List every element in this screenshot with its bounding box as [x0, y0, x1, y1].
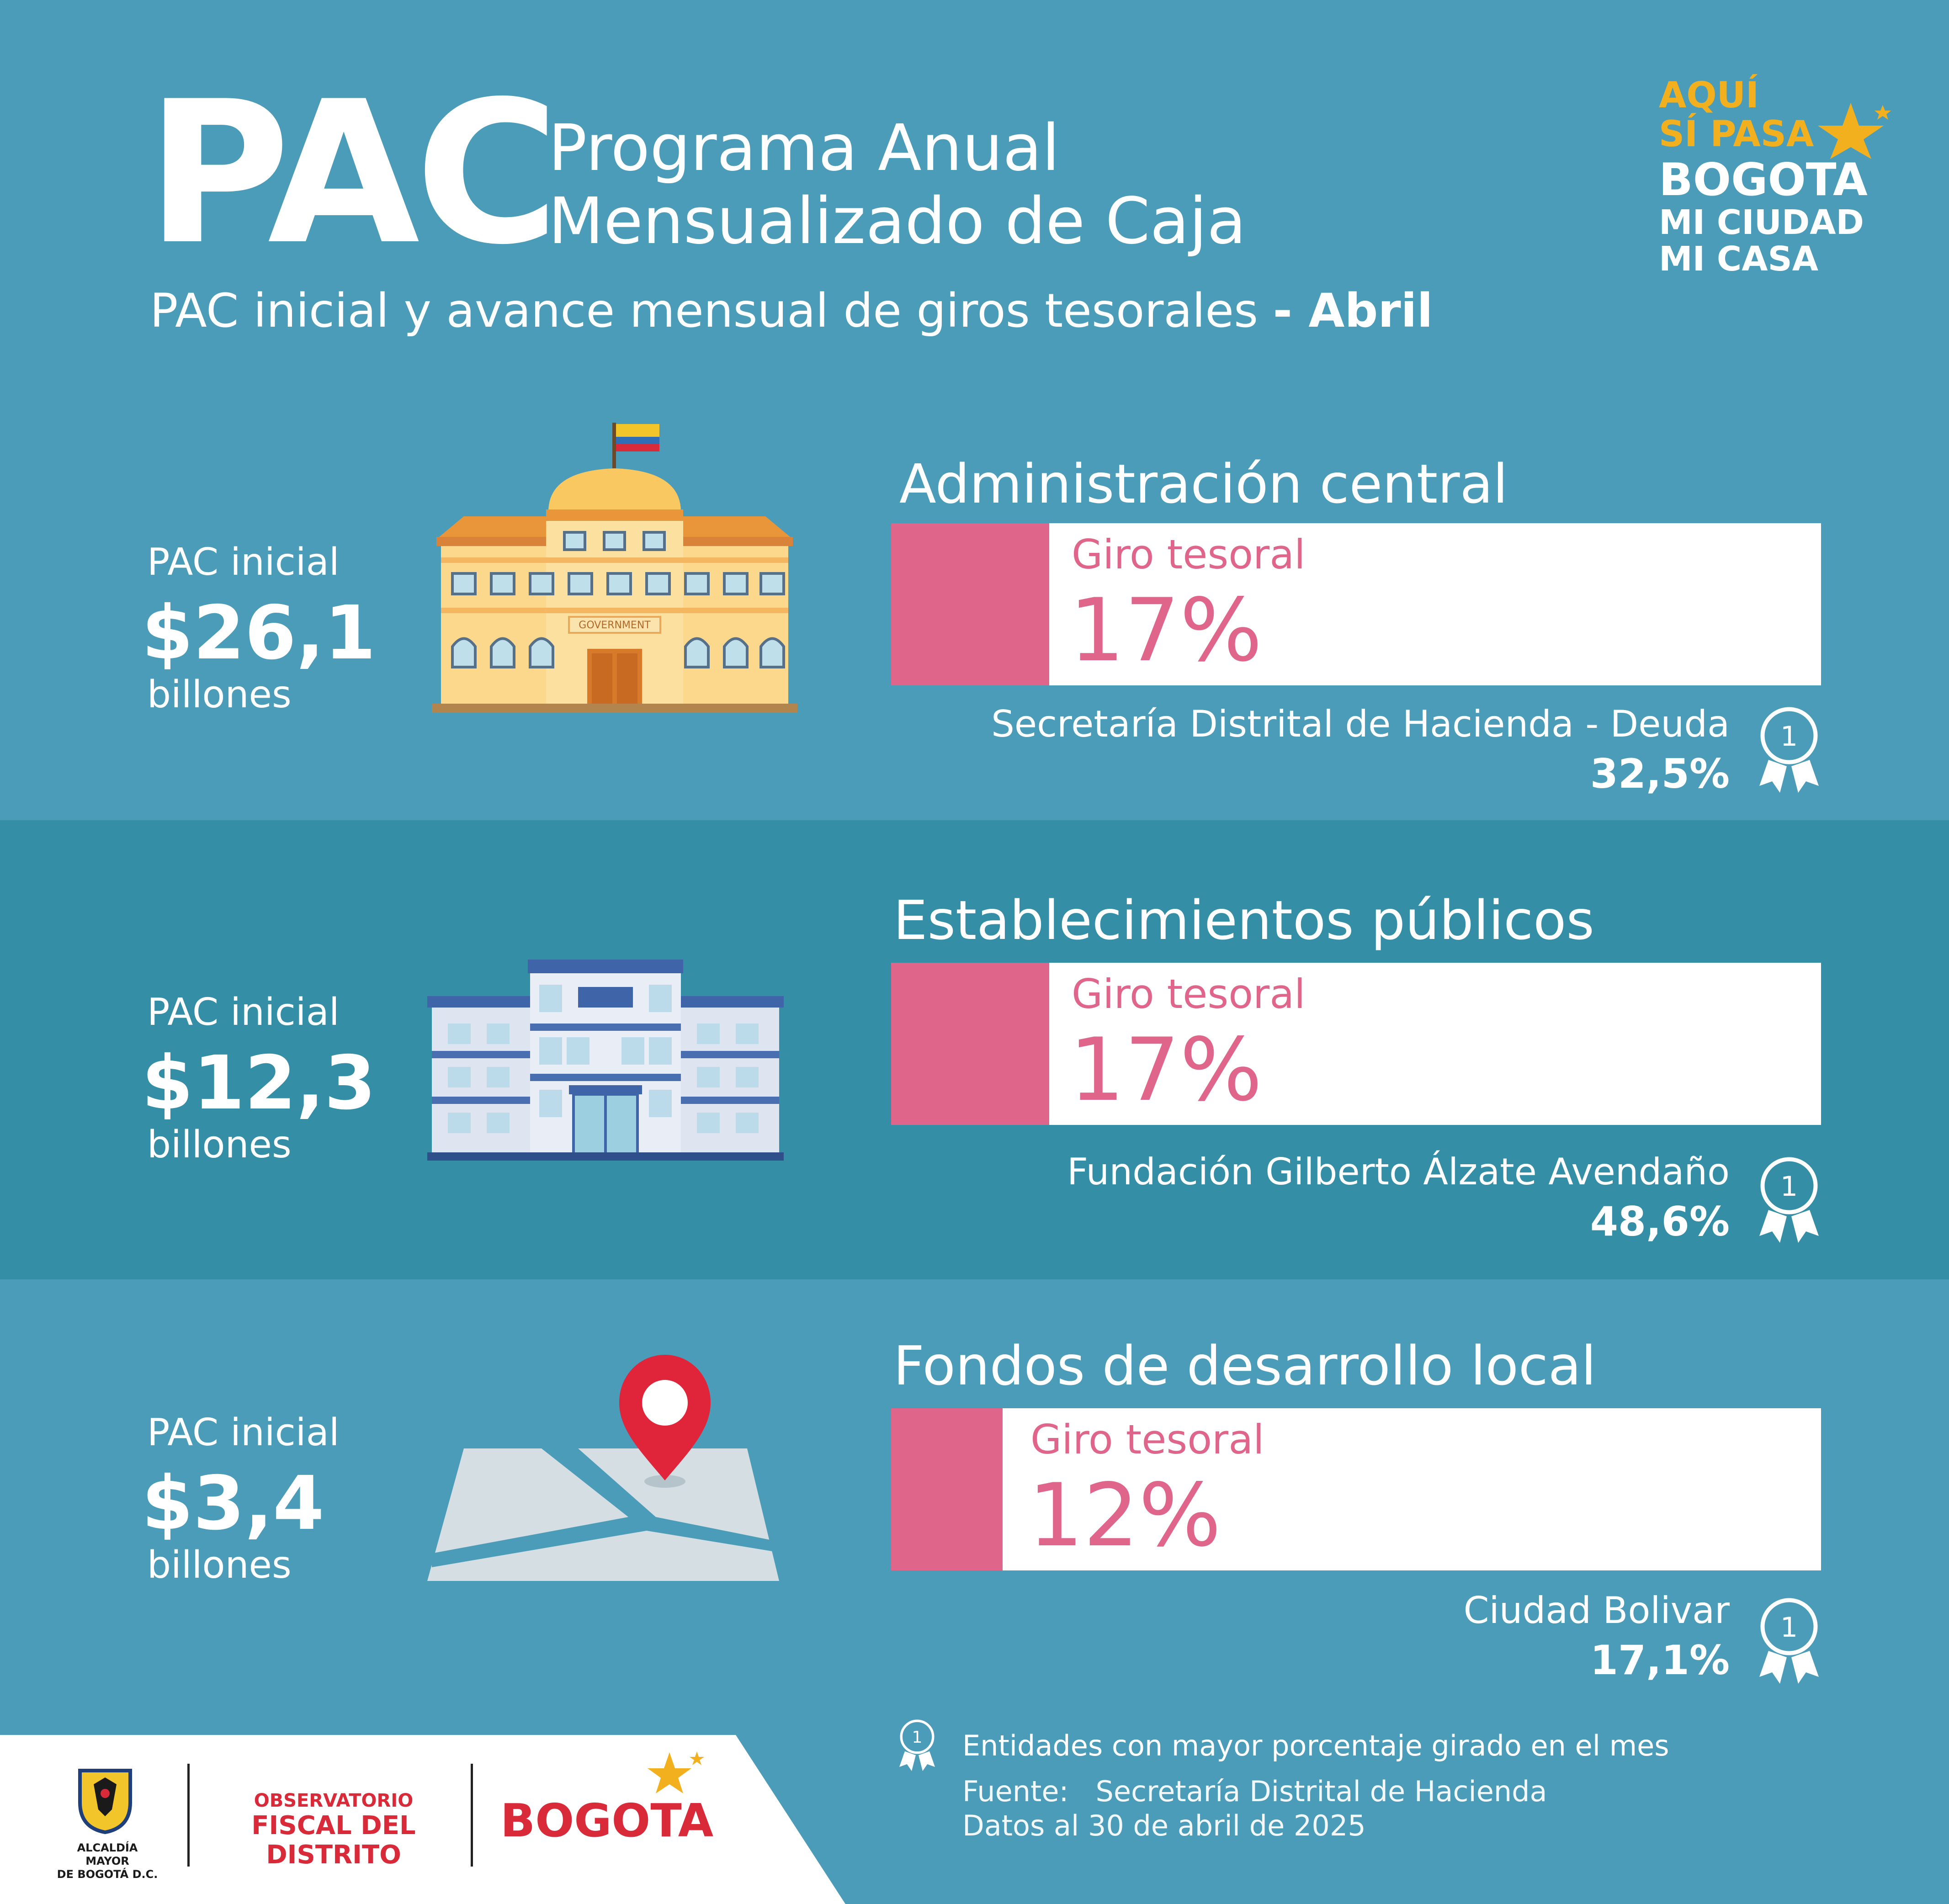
logo-line5: MI CASA	[1659, 239, 1819, 279]
legend-text: Entidades con mayor porcentaje girado en el mes	[962, 1729, 1669, 1762]
section-title: Fondos de desarrollo local	[893, 1334, 1596, 1397]
giro-tesoral-bar	[891, 523, 1821, 685]
giro-percentage: 17%	[1069, 1019, 1263, 1120]
top-entity-percentage: 32,5%	[1590, 750, 1730, 797]
alcaldia-coat-of-arms-icon	[75, 1766, 135, 1835]
star-icon	[1810, 101, 1892, 160]
government-building-icon	[432, 420, 797, 713]
pac-initial-unit: billones	[147, 1543, 292, 1587]
pac-initial-label: PAC inicial	[147, 991, 340, 1034]
section-title: Administración central	[899, 452, 1508, 515]
logo-line3: BOGOTA	[1659, 154, 1868, 206]
svg-text:1: 1	[912, 1728, 923, 1747]
page-title-line2: Mensualizado de Caja	[548, 184, 1246, 259]
giro-tesoral-bar	[891, 1408, 1821, 1570]
top-entity-name: Fundación Gilberto Álzate Avendaño	[1067, 1151, 1730, 1193]
svg-text:1: 1	[1780, 1171, 1798, 1203]
top-entity-name: Secretaría Distrital de Hacienda - Deuda	[991, 703, 1730, 745]
source-label: Fuente:	[962, 1775, 1069, 1808]
giro-bar-fill	[891, 523, 1049, 685]
logo-line1: AQUÍ	[1659, 75, 1759, 116]
giro-tesoral-bar	[891, 963, 1821, 1125]
svg-text:1: 1	[1780, 721, 1798, 753]
page-acronym: PAC	[146, 59, 555, 288]
ribbon-badge-icon	[1755, 1156, 1823, 1247]
alcaldia-line1: ALCALDÍA MAYOR	[77, 1841, 138, 1867]
source-line	[962, 1777, 1547, 1806]
svg-text:1: 1	[1780, 1612, 1798, 1644]
date-note: Datos al 30 de abril de 2025	[962, 1809, 1366, 1842]
subtitle-month: - Abril	[1273, 284, 1433, 338]
ribbon-badge-icon	[1755, 706, 1823, 797]
top-entity-percentage: 48,6%	[1590, 1198, 1730, 1245]
logo-divider	[187, 1764, 190, 1867]
giro-label: Giro tesoral	[1030, 1416, 1264, 1463]
ribbon-badge-icon	[897, 1719, 938, 1774]
subtitle-main: PAC inicial y avance mensual de giros tesorales	[150, 284, 1259, 338]
bogota-logo-text: BOGOTA	[500, 1794, 714, 1847]
map-pin-icon	[427, 1343, 784, 1590]
top-entity-name: Ciudad Bolivar	[1463, 1589, 1730, 1632]
observatorio-line2: FISCAL DEL DISTRITO	[251, 1811, 416, 1870]
alcaldia-logo-text	[55, 1841, 160, 1881]
giro-bar-fill	[891, 963, 1049, 1125]
pac-initial-unit: billones	[147, 1123, 292, 1167]
pac-initial-unit: billones	[147, 673, 292, 716]
bogota-stars-icon	[642, 1748, 706, 1798]
pac-initial-value: $3,4	[142, 1461, 324, 1547]
logo-divider	[471, 1764, 473, 1867]
logo-line2: SÍ PASA	[1659, 114, 1814, 155]
pac-initial-value: $26,1	[142, 590, 376, 676]
aqui-si-pasa-logo	[1659, 75, 1896, 279]
pac-initial-value: $12,3	[142, 1040, 376, 1126]
giro-bar-fill	[891, 1408, 1003, 1570]
giro-label: Giro tesoral	[1072, 531, 1306, 578]
pac-initial-label: PAC inicial	[147, 541, 340, 584]
page-subtitle	[150, 284, 1433, 338]
ribbon-badge-icon	[1755, 1597, 1823, 1688]
office-building-icon	[427, 960, 784, 1161]
page-title-line1: Programa Anual	[548, 111, 1060, 186]
top-entity-percentage: 17,1%	[1590, 1637, 1730, 1684]
logo-line4: MI CIUDAD	[1659, 203, 1864, 242]
building-sign: GOVERNMENT	[579, 620, 651, 631]
giro-label: Giro tesoral	[1072, 971, 1306, 1018]
pac-initial-label: PAC inicial	[147, 1411, 340, 1454]
section-title: Establecimientos públicos	[893, 889, 1594, 952]
giro-percentage: 12%	[1028, 1465, 1221, 1566]
observatorio-line1: OBSERVATORIO	[254, 1790, 414, 1811]
observatorio-logo	[215, 1790, 452, 1870]
alcaldia-line2: DE BOGOTÁ D.C.	[57, 1867, 158, 1881]
source-value: Secretaría Distrital de Hacienda	[1095, 1775, 1547, 1808]
giro-percentage: 17%	[1069, 580, 1263, 681]
